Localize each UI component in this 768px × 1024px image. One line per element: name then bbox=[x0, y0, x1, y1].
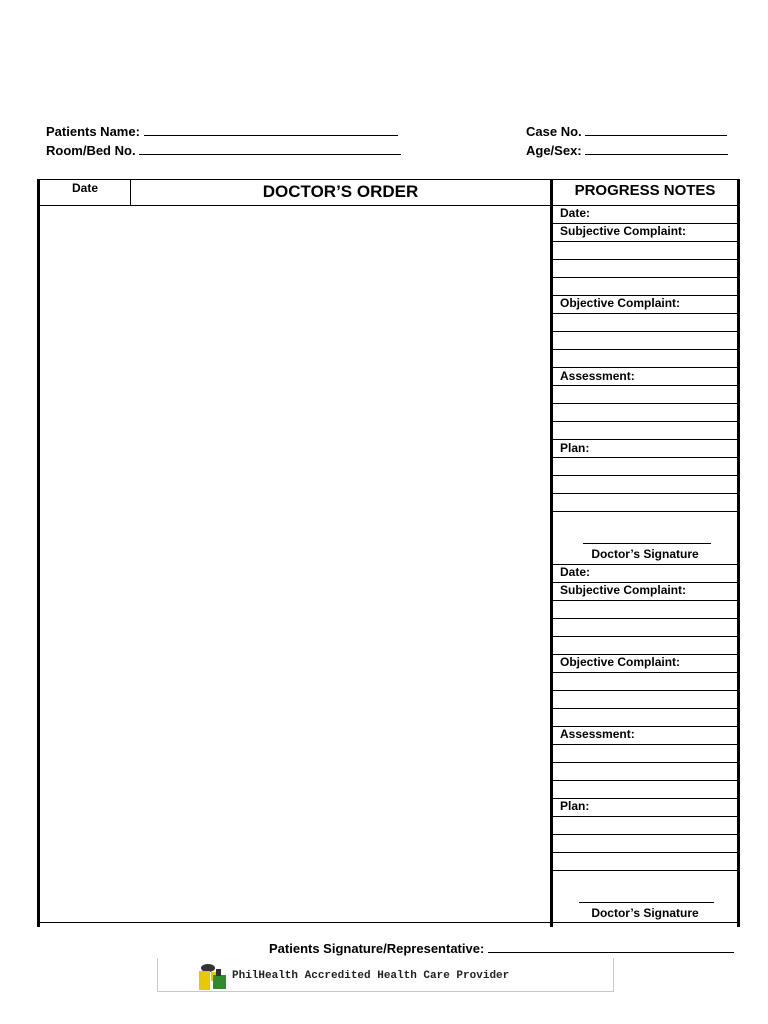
pn1-date-label: Date: bbox=[560, 206, 591, 220]
progress-note-line bbox=[553, 852, 737, 853]
patient-signature-label: Patients Signature/Representative: bbox=[269, 941, 485, 956]
progress-note-line bbox=[553, 672, 737, 673]
pn2-assessment-label: Assessment: bbox=[560, 727, 635, 741]
pn2-date-label: Date: bbox=[560, 565, 591, 579]
progress-note-line bbox=[553, 726, 737, 727]
patient-name-field[interactable] bbox=[46, 124, 398, 139]
progress-note-line bbox=[553, 439, 737, 440]
age-sex-label: Age/Sex: bbox=[526, 143, 582, 158]
pn2-signature-label: Doctor’s Signature bbox=[591, 906, 699, 920]
room-bed-field[interactable] bbox=[46, 143, 401, 158]
table-bottom-border bbox=[37, 922, 740, 923]
progress-note-line bbox=[553, 816, 737, 817]
case-no-label: Case No. bbox=[526, 124, 582, 139]
progress-note-line bbox=[553, 421, 737, 422]
progress-note-line bbox=[553, 223, 737, 224]
date-column-header: Date bbox=[71, 181, 98, 195]
philhealth-banner bbox=[157, 958, 614, 992]
progress-note-line bbox=[553, 403, 737, 404]
age-sex-field[interactable] bbox=[526, 143, 728, 158]
progress-notes-header: PROGRESS NOTES bbox=[574, 182, 716, 199]
patient-name-line[interactable] bbox=[144, 125, 398, 136]
progress-note-line bbox=[553, 690, 737, 691]
pn1-assessment-label: Assessment: bbox=[560, 369, 635, 383]
progress-note-line bbox=[553, 564, 737, 565]
pn1-objective-label: Objective Complaint: bbox=[560, 296, 681, 310]
doctors-order-header: DOCTOR’S ORDER bbox=[262, 182, 419, 201]
progress-note-line bbox=[553, 744, 737, 745]
case-no-line[interactable] bbox=[585, 125, 727, 136]
pn2-plan-label: Plan: bbox=[560, 799, 590, 813]
progress-note-line bbox=[553, 618, 737, 619]
progress-note-line bbox=[553, 367, 737, 368]
pn1-plan-label: Plan: bbox=[560, 441, 590, 455]
progress-note-line bbox=[553, 457, 737, 458]
progress-note-line bbox=[553, 511, 737, 512]
age-sex-line[interactable] bbox=[585, 144, 728, 155]
progress-note-line bbox=[553, 780, 737, 781]
progress-note-line bbox=[553, 313, 737, 314]
table-right-border bbox=[737, 179, 740, 927]
table-top-border bbox=[37, 179, 740, 180]
progress-note-line bbox=[553, 762, 737, 763]
pn1-signature-line[interactable] bbox=[583, 543, 711, 544]
progress-note-line bbox=[553, 295, 737, 296]
progress-note-line bbox=[553, 241, 737, 242]
pn2-objective-label: Objective Complaint: bbox=[560, 655, 681, 669]
progress-note-line bbox=[553, 600, 737, 601]
progress-note-line bbox=[553, 349, 737, 350]
case-no-field[interactable] bbox=[526, 124, 727, 139]
room-bed-label: Room/Bed No. bbox=[46, 143, 136, 158]
patient-signature-line[interactable] bbox=[488, 942, 734, 953]
doctors-order-area[interactable] bbox=[131, 206, 550, 922]
room-bed-line[interactable] bbox=[139, 144, 401, 155]
progress-note-line bbox=[553, 708, 737, 709]
progress-note-line bbox=[553, 493, 737, 494]
patient-signature-field[interactable] bbox=[269, 941, 734, 956]
progress-note-line bbox=[553, 385, 737, 386]
progress-note-line bbox=[553, 654, 737, 655]
pn1-subjective-label: Subjective Complaint: bbox=[560, 224, 687, 238]
progress-note-line bbox=[553, 259, 737, 260]
pn2-signature-line[interactable] bbox=[579, 902, 714, 903]
progress-note-line bbox=[553, 870, 737, 871]
progress-note-line bbox=[553, 834, 737, 835]
progress-note-line bbox=[553, 277, 737, 278]
progress-note-line bbox=[553, 331, 737, 332]
pn1-signature-label: Doctor’s Signature bbox=[591, 547, 699, 561]
progress-note-line bbox=[553, 475, 737, 476]
philhealth-banner-text: PhilHealth Accredited Health Care Provider bbox=[232, 970, 510, 982]
progress-note-line bbox=[553, 636, 737, 637]
philhealth-logo-icon bbox=[196, 963, 228, 991]
progress-note-line bbox=[553, 582, 737, 583]
patient-name-label: Patients Name: bbox=[46, 124, 140, 139]
progress-note-line bbox=[553, 798, 737, 799]
order-date-area[interactable] bbox=[40, 206, 130, 922]
pn2-subjective-label: Subjective Complaint: bbox=[560, 583, 687, 597]
